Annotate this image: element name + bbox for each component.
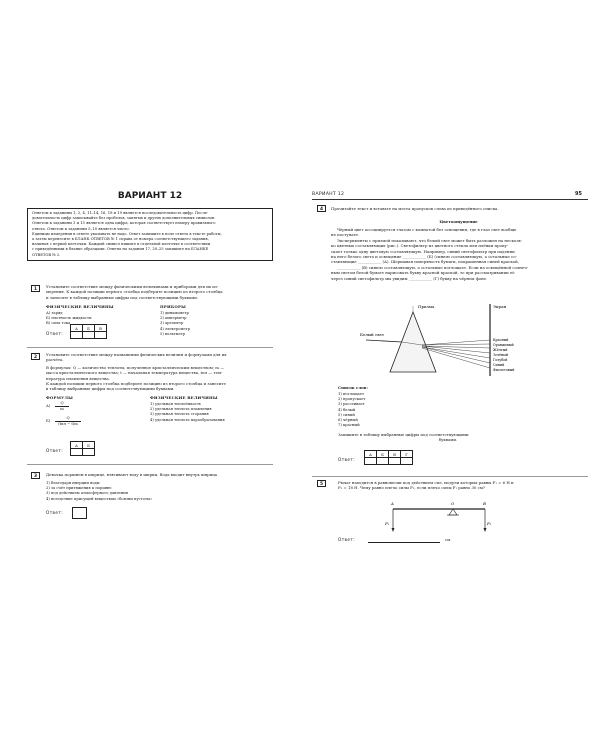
q2-quantities-list <box>150 402 272 423</box>
question-5-text <box>338 480 583 491</box>
arrowhead-icon <box>392 528 395 532</box>
q1-column-devices-heading: ПРИБОРЫ <box>160 304 186 309</box>
instruction-line: ответа. Ответом к заданиям 5–10 является число. <box>32 226 130 231</box>
text-line: ко цветных составляющих (рис.). Светофильтр из цветного стекла или плёнки пропу- <box>331 243 509 249</box>
word-item: 4) белый <box>338 407 356 412</box>
q2-formula-b-fraction <box>55 416 81 427</box>
text-line: масса кристаллического вещества; t — начальная температура вещества, tпл — тем- <box>46 370 223 376</box>
option-item: 2) за счёт притяжения к поршню <box>46 486 112 491</box>
text-line: Установите соответствие между физическими величинами и приборами для их из- <box>46 284 219 289</box>
color-label: Синий <box>493 363 505 367</box>
q3-answer-input[interactable] <box>72 507 87 519</box>
instruction-line: с приведёнными в бланке образцами. Ответы на задания 17, 20–25 запишите на БЛАНКЕ <box>32 247 209 252</box>
q4-letter-a: А <box>365 451 377 458</box>
prism-dispersion-figure <box>360 300 550 380</box>
list-item: 2) амперметр <box>160 316 187 321</box>
text-line: через синий светофильтр мы увидим ____________ (Г) букву на чёрном фоне. <box>331 275 488 281</box>
instruction-line: довательность цифр записывайте без пробелов, запятых и других дополнительных символов. <box>32 216 216 221</box>
instruction-line: Единицы измерения в ответе указывать не надо. Ответ запишите в поле ответа в тексте работы, <box>32 231 222 236</box>
instruction-line: Ответом к заданиям 3 и 15 является одна цифра, которая соответствует номеру правильного <box>32 221 216 226</box>
instruction-line: ОТВЕТОВ № 2. <box>32 252 61 257</box>
list-item: 1) удельная теплоёмкость <box>150 402 202 406</box>
fulcrum-icon <box>449 509 457 515</box>
q2-answer-cell-a[interactable] <box>71 449 83 456</box>
q4-answer-cell-g[interactable] <box>401 458 413 465</box>
variant-title: ВАРИАНТ 12 <box>117 191 183 201</box>
text-line: в таблицу выбранные цифры под соответствующими буквами. <box>46 386 175 392</box>
q2-letter-b: Б <box>83 442 95 449</box>
q2-formulas-heading: ФОРМУЛЫ <box>46 395 73 400</box>
formula-label: Б) <box>46 419 51 423</box>
text-line: скает только одну цветовую составляющую. Например, синий светофильтр при падении <box>331 248 515 254</box>
point-o-label: O <box>451 501 455 506</box>
text-line: Рычаг находится в равновесии под действием сил, модули которых равны F₁ = 6 Н и <box>338 480 514 485</box>
q2-answer-label: Ответ: <box>46 448 64 453</box>
question-4-intro: Прочитайте текст и вставьте на места пропусков слова из приведённого списка. <box>331 206 499 211</box>
point-b-label: B <box>483 501 486 506</box>
q2-formula-a-fraction <box>55 401 69 412</box>
text-line: буквами. <box>438 437 458 443</box>
q4-letter-g: Г <box>401 451 413 458</box>
question-2-number: 2 <box>31 353 40 360</box>
denominator: m <box>55 406 69 412</box>
text-line: не поступает. <box>331 232 360 238</box>
option-item: 3) под действием атмосферного давления <box>46 491 128 496</box>
word-item: 7) красный <box>338 423 360 428</box>
word-item: 3) рассеивает <box>338 402 365 407</box>
q2-formula-b <box>46 419 50 424</box>
divider <box>27 347 273 348</box>
screen-label: Экран <box>493 304 507 309</box>
color-label: Оранжевый <box>493 343 514 347</box>
list-item: А) заряд <box>46 311 63 315</box>
question-4-number: 4 <box>317 205 326 212</box>
q1-letter-a: А <box>71 325 83 332</box>
q1-answer-table <box>70 324 107 339</box>
word-item: 5) синий <box>338 412 355 417</box>
list-item: 4) электрометр <box>160 326 190 331</box>
divider <box>27 464 273 465</box>
numerator: Q <box>60 401 64 405</box>
list-item: 3) удельная теплота сгорания <box>150 412 209 417</box>
force-f1-label: F₁ <box>385 521 390 526</box>
text-line: расчёта. <box>46 357 64 363</box>
question-5-number: 5 <box>317 480 326 487</box>
text-line: и занесите в таблицу выбранные цифры под соответствующими буквами. <box>46 294 199 300</box>
q4-answer-cell-a[interactable] <box>365 458 377 465</box>
text-line: Девочка поршнем в шприце, втягивают воду в шприц. Вода входит внутрь шприца <box>46 472 218 477</box>
right-page <box>300 0 600 750</box>
text-line: Запишите в таблицу выбранные цифры под соответствующими <box>338 432 469 437</box>
q5-answer-unit: см. <box>445 537 452 542</box>
question-2-text <box>46 352 272 392</box>
denominator: (tпл − t)m <box>55 421 81 427</box>
q3-answer-label: Ответ: <box>46 510 64 515</box>
color-label: Красный <box>493 338 509 342</box>
q5-answer-input[interactable] <box>368 542 440 543</box>
list-item: 2) удельная теплота плавления <box>150 407 212 412</box>
instructions-box <box>27 208 273 261</box>
instruction-line: Ответом к заданиям 1, 2, 4, 11–14, 16, 18 и 19 является последовательность цифр. После- <box>32 211 209 215</box>
passage-heading: Цветоощущение <box>439 219 478 224</box>
q4-answer-cell-b[interactable] <box>377 458 389 465</box>
q4-letter-b: Б <box>377 451 389 458</box>
q4-answer-cell-v[interactable] <box>389 458 401 465</box>
page-number: 95 <box>575 191 582 197</box>
formula-label: А) <box>46 404 51 408</box>
text-line: ным светом белой бумаге нарисовать букву красной краской, то при рассматривании её <box>331 270 515 276</box>
option-item: 4) вследствие присущей веществам «боязни пустоты» <box>46 496 153 501</box>
color-label: Зелёный <box>493 353 509 357</box>
instruction-line: начиная с первой клеточки. Каждый символ пишите в отдельной клеточке в соответствии <box>32 242 211 247</box>
q1-letter-v: В <box>95 325 107 332</box>
word-list <box>338 392 458 428</box>
q1-answer-cell-b[interactable] <box>83 332 95 339</box>
q2-quantities-heading: ФИЗИЧЕСКИЕ ВЕЛИЧИНЫ <box>150 395 218 400</box>
arrowhead-icon <box>484 528 487 532</box>
question-1-number: 1 <box>31 285 40 292</box>
question-1-text <box>46 284 272 300</box>
header-rule <box>312 199 588 200</box>
divider <box>312 476 588 477</box>
word-item: 1) поглощает <box>338 392 364 396</box>
option-item: 1) благодаря инерции воды <box>46 481 100 485</box>
word-item: 2) пропускает <box>338 397 366 402</box>
list-item: 3) ареометр <box>160 321 184 326</box>
text-line: Установите соответствие между названиями физических величин и формулами для их <box>46 352 227 357</box>
question-3-number: 3 <box>31 472 40 479</box>
q4-letter-v: В <box>389 451 401 458</box>
q1-devices-list <box>160 311 270 337</box>
list-item: 5) вольтметр <box>160 331 186 336</box>
list-item: В) сила тока <box>46 321 71 326</box>
q1-column-quantities-heading: ФИЗИЧЕСКИЕ ВЕЛИЧИНЫ <box>46 304 114 309</box>
numerator: Q <box>66 416 70 420</box>
running-header: ВАРИАНТ 12 <box>312 192 345 197</box>
q1-letter-b: Б <box>83 325 95 332</box>
q4-answer-table <box>364 450 413 465</box>
force-f2-label: F₂ <box>487 521 492 526</box>
white-light-label: Белый свет <box>360 332 385 337</box>
q1-answer-label: Ответ: <box>46 331 64 336</box>
q5-answer-label: Ответ: <box>338 537 356 542</box>
text-line: Эксперименты с призмой показывают, что белый свет может быть разложен на несколь- <box>337 237 523 243</box>
q1-answer-cell-a[interactable] <box>71 332 83 339</box>
text-line: ____________ (В) синюю составляющую, а остальные поглощает. Если на освещённой солнеч- <box>337 264 529 270</box>
q2-letter-a: А <box>71 442 83 449</box>
question-3-text <box>46 472 272 477</box>
q3-options <box>46 481 272 502</box>
list-item: 4) удельная теплота парообразования <box>150 417 225 422</box>
list-item: Б) плотность жидкости <box>46 316 92 321</box>
color-label: Голубой <box>493 358 508 362</box>
list-item: 1) динамометр <box>160 311 189 315</box>
word-item: 6) чёрный <box>338 418 358 423</box>
color-label: Фиолетовый <box>493 368 515 372</box>
prism-label: Призма <box>418 304 435 309</box>
text-line: ставляющие ____________ (А). Шершавая поверхность бумаги, покрашенная синей краской, <box>331 259 519 265</box>
text-line: на него белого света и освещение ____________ (Б) (синюю составляющую, а остальные со- <box>331 254 517 260</box>
point-a-label: A <box>391 501 394 506</box>
q4-answer-label: Ответ: <box>338 457 356 462</box>
text-line: пература плавления вещества. <box>46 375 110 381</box>
q2-answer-cell-b[interactable] <box>83 449 95 456</box>
text-line: К каждой позиции первого столбца подберите позицию из второго столбца и занесите <box>46 381 226 387</box>
text-line: Чёрный цвет ассоциируется глазом с комнатой без освещения, где в глаз свет вообще <box>337 227 517 232</box>
word-list-heading: Список слов: <box>338 385 368 390</box>
q1-answer-cell-v[interactable] <box>95 332 107 339</box>
q2-formula-a <box>46 404 50 409</box>
text-line: F₂ = 18 Н. Чему равно плечо силы F₂, если плечо силы F₁ равно 30 см? <box>338 485 485 491</box>
white-light-ray <box>366 340 402 342</box>
color-label: Жёлтый <box>493 348 508 352</box>
instruction-line: а затем перенесите в БЛАНК ОТВЕТОВ № 1 справа от номера соответствующего задания, <box>32 237 209 242</box>
q4-instruction <box>338 432 558 443</box>
text-line: мерения. К каждой позиции первого столбца подберите позицию из второго столбца <box>46 289 223 295</box>
text-line: В формулах: Q — количество теплоты, полученное кристаллическим веществом; m — <box>46 364 225 370</box>
lever-figure <box>385 497 495 537</box>
passage-text <box>331 227 586 281</box>
q2-answer-table <box>70 441 95 456</box>
